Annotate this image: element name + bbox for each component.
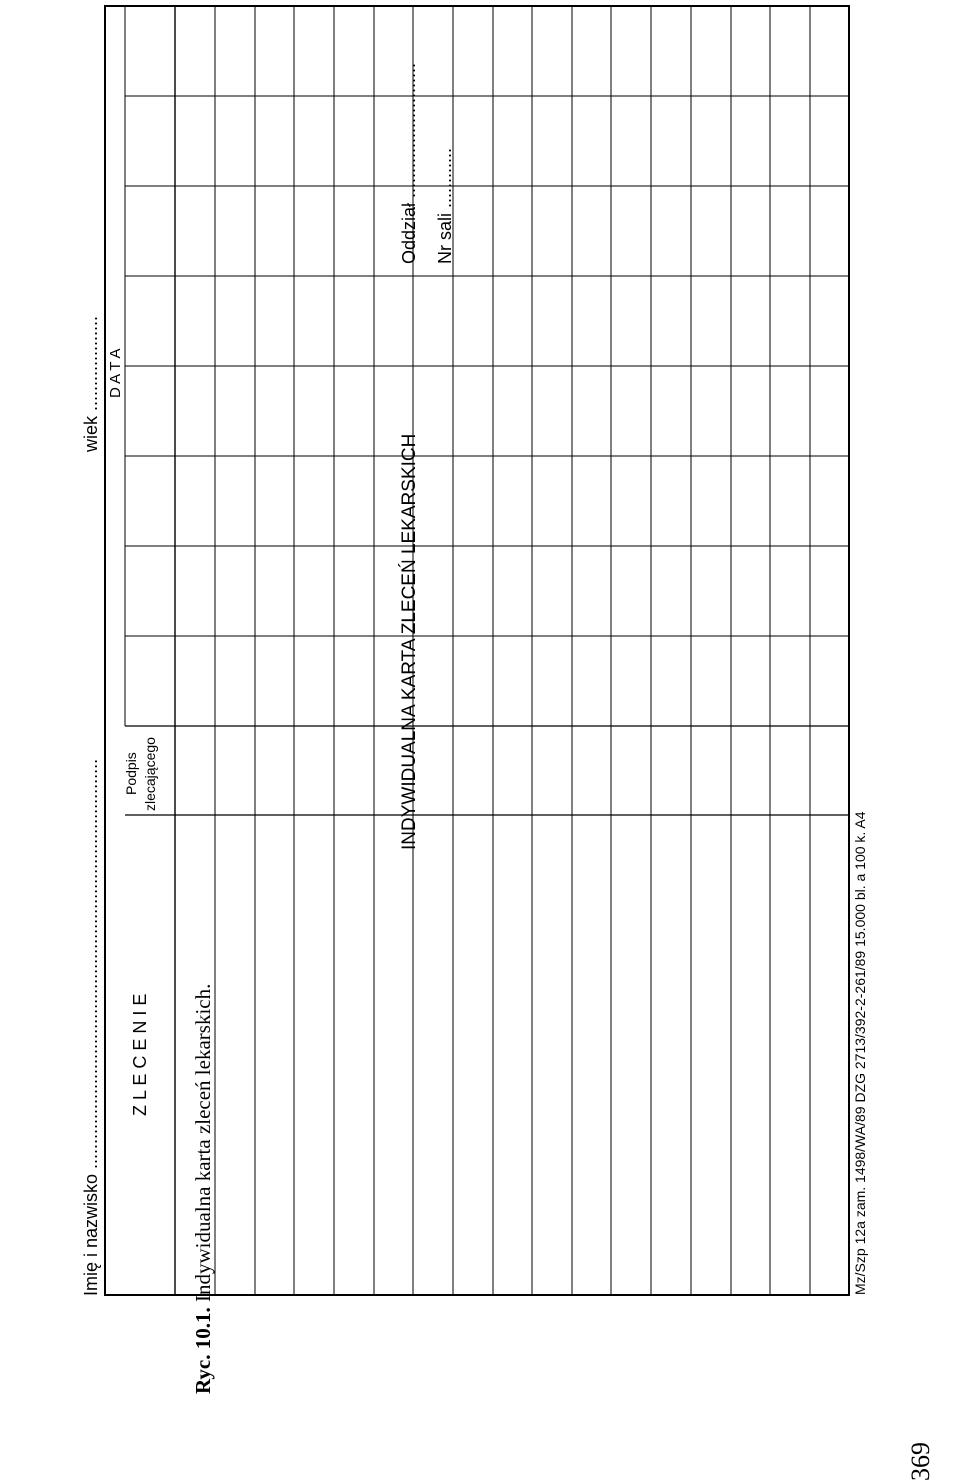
form-title: INDYWIDUALNA KARTA ZLECEŃ LEKARSKICH bbox=[399, 433, 420, 850]
figure-caption-number: Ryc. 10.1. bbox=[191, 1307, 215, 1394]
patient-name-field: Imię i nazwisko .................................................................................. bbox=[81, 758, 101, 1296]
signature-column-header-line2: zlecającego bbox=[142, 737, 158, 811]
patient-age-field: wiek ................... bbox=[81, 315, 101, 452]
form-border bbox=[105, 6, 849, 1295]
figure-caption-text: Indywidualna karta zleceń lekarskich. bbox=[191, 983, 215, 1308]
order-column-header: Z L E C E N I E bbox=[130, 993, 150, 1116]
date-column-header: D A T A bbox=[107, 348, 124, 398]
signature-column-header-line1: Podpis bbox=[123, 752, 139, 795]
room-number-field: Nr sali ............ bbox=[435, 147, 455, 264]
figure-caption bbox=[193, 984, 214, 1394]
ward-field: Oddział ........................... bbox=[399, 62, 419, 264]
form-footer-code: Mz/Szp 12a zam. 1498/WA/89 DZG 2713/392-2-261/89 15.000 bl. a 100 k. A4 bbox=[852, 811, 868, 1295]
page-number: 369 bbox=[906, 1442, 935, 1481]
